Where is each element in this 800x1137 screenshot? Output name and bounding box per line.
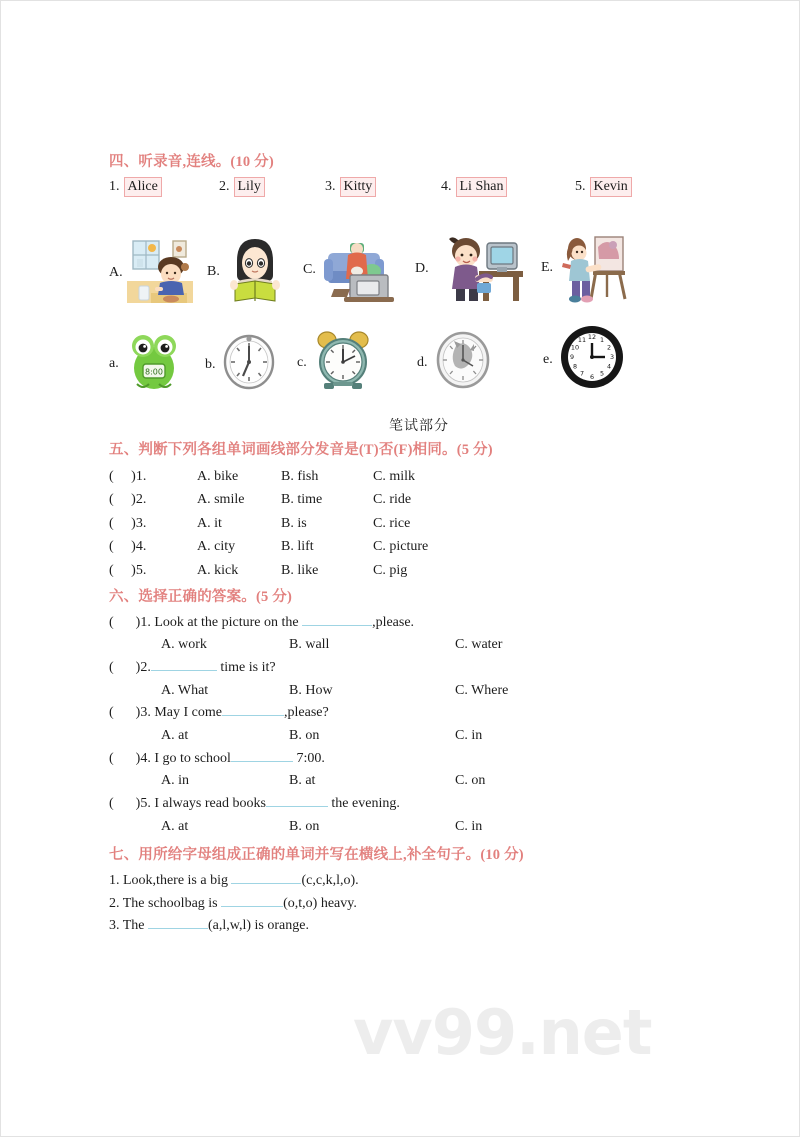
section-7-item-3 <box>109 915 729 938</box>
option-c[interactable]: C. in <box>455 728 483 744</box>
stem-after: the evening. <box>327 796 400 812</box>
picture-cell-d-lower <box>417 328 543 397</box>
picture-cell-a <box>109 237 207 308</box>
name-box-li-shan: Li Shan <box>456 177 508 198</box>
name-number-1: 1. <box>109 178 120 194</box>
name-number-4: 4. <box>441 178 452 194</box>
svg-text:8:00: 8:00 <box>144 367 163 377</box>
option-b: B. is <box>281 515 307 531</box>
picture-label-e-lower: e. <box>543 351 553 367</box>
name-item-5 <box>575 177 632 198</box>
item-number: 2. <box>109 895 120 911</box>
answer-blank[interactable] <box>266 806 328 807</box>
name-number-3: 3. <box>325 178 336 194</box>
section-6-item-1-stem <box>109 612 729 635</box>
item-marker: ( )1. <box>109 468 147 484</box>
svg-text:10: 10 <box>570 343 579 352</box>
picture-row-upper <box>109 227 729 308</box>
picture-label-b-lower: b. <box>205 356 216 372</box>
svg-text:8: 8 <box>572 362 577 371</box>
answer-blank[interactable] <box>222 715 284 716</box>
picture-label-a-lower: a. <box>109 355 119 371</box>
sentence-before: Look,there is a big <box>123 873 232 889</box>
section-6-heading: 六、选择正确的答案。(5 分) <box>109 589 293 606</box>
option-a: A. bike <box>197 468 239 484</box>
section-5-heading: 五、判断下列各组单词画线部分发音是(T)否(F)相同。(5 分) <box>109 442 493 459</box>
option-c[interactable]: C. Where <box>455 682 509 698</box>
picture-label-a: A. <box>109 264 123 280</box>
section-7-item-2 <box>109 893 729 916</box>
picture-cell-e-lower <box>543 322 627 397</box>
section-4-heading: 四、听录音,连线。(10 分) <box>109 154 274 170</box>
option-b[interactable]: B. at <box>289 773 316 789</box>
picture-label-d: D. <box>415 260 429 276</box>
stem-after: ,please? <box>284 705 329 721</box>
section-6-item-2-stem <box>109 657 729 680</box>
option-b[interactable]: B. on <box>289 818 320 834</box>
frog-clock-icon <box>123 330 185 397</box>
name-item-2 <box>219 177 325 198</box>
section-6-item-4-options <box>109 770 729 793</box>
letters-hint: (o,t,o) heavy. <box>283 895 357 911</box>
item-marker: ( )1. <box>109 614 151 630</box>
section-6-item-1-options <box>109 634 729 657</box>
item-marker: ( )3. <box>109 705 151 721</box>
name-item-1 <box>109 177 219 198</box>
svg-text:7: 7 <box>579 369 584 378</box>
picture-label-e: E. <box>541 259 554 275</box>
option-b[interactable]: B. How <box>289 682 333 698</box>
name-box-alice: Alice <box>124 177 162 198</box>
svg-text:4: 4 <box>606 362 611 371</box>
sentence-before: The <box>122 918 149 934</box>
yellow-alarm-clock-icon <box>311 328 375 397</box>
section-4-name-row <box>109 177 729 198</box>
option-a[interactable]: A. in <box>161 773 189 789</box>
option-a[interactable]: A. at <box>161 728 189 744</box>
option-b[interactable]: B. wall <box>289 637 330 653</box>
name-box-kevin: Kevin <box>590 177 632 198</box>
name-number-5: 5. <box>575 178 586 194</box>
item-marker: ( )3. <box>109 515 147 531</box>
black-wall-clock-icon <box>557 322 627 397</box>
option-b[interactable]: B. on <box>289 728 320 744</box>
section-5-item-4 <box>109 535 729 559</box>
section-6-item-3-stem <box>109 702 729 725</box>
item-marker: ( )4. <box>109 750 151 766</box>
picture-cell-b-lower <box>205 332 297 397</box>
item-marker: ( )2. <box>109 660 151 676</box>
option-c: C. pig <box>373 562 408 578</box>
option-c: C. picture <box>373 539 429 555</box>
section-6-item-3-options <box>109 725 729 748</box>
svg-text:6: 6 <box>589 373 594 382</box>
option-a: A. kick <box>197 562 239 578</box>
svg-text:1: 1 <box>599 336 604 345</box>
option-a: A. smile <box>197 492 245 508</box>
option-b: B. like <box>281 562 319 578</box>
letters-hint: (a,l,w,l) is orange. <box>208 918 309 934</box>
page-content <box>109 153 729 938</box>
item-marker: ( )5. <box>109 562 147 578</box>
option-c: C. rice <box>373 515 411 531</box>
white-wall-clock-icon <box>220 332 278 397</box>
svg-text:5: 5 <box>599 369 604 378</box>
item-number: 1. <box>109 873 120 889</box>
section-6-item-2-options <box>109 680 729 703</box>
option-b: B. time <box>281 492 323 508</box>
picture-cell-e <box>541 227 637 308</box>
section-7-items <box>109 870 729 938</box>
picture-label-b: B. <box>207 263 220 279</box>
letters-hint: (c,c,k,l,o). <box>301 873 359 889</box>
answer-blank[interactable] <box>221 906 283 907</box>
option-a: A. it <box>197 515 222 531</box>
picture-label-d-lower: d. <box>417 354 428 370</box>
option-a[interactable]: A. at <box>161 818 189 834</box>
picture-row-lower <box>109 322 729 397</box>
name-number-2: 2. <box>219 178 230 194</box>
item-marker: ( )4. <box>109 539 147 555</box>
section-5-item-5 <box>109 559 729 583</box>
svg-text:3: 3 <box>609 353 614 362</box>
picture-label-c-lower: c. <box>297 354 307 370</box>
section-5-item-1 <box>109 465 729 489</box>
option-b: B. fish <box>281 468 319 484</box>
picture-cell-b <box>207 235 303 308</box>
option-a: A. city <box>197 539 236 555</box>
svg-text:2: 2 <box>606 343 611 352</box>
written-part-title: 笔试部分 <box>389 419 449 435</box>
section-7-heading: 七、用所给字母组成正确的单词并写在横线上,补全句子。(10 分) <box>109 847 524 864</box>
answer-blank[interactable] <box>231 761 293 762</box>
answer-blank[interactable] <box>302 625 372 626</box>
answer-blank[interactable] <box>231 883 301 884</box>
picture-cell-c <box>303 231 415 308</box>
name-item-4 <box>441 177 575 198</box>
item-marker: ( )5. <box>109 796 151 812</box>
option-c: C. milk <box>373 468 416 484</box>
section-7-item-1 <box>109 870 729 893</box>
stem-before: I always read books <box>154 796 266 812</box>
stem-after: 7:00. <box>292 750 325 766</box>
stem-before: Look at the picture on the <box>154 614 303 630</box>
section-6-items <box>109 612 729 839</box>
picture-a-eating-breakfast-icon <box>127 237 193 308</box>
item-marker: ( )2. <box>109 492 147 508</box>
stem-after: ,please. <box>372 614 415 630</box>
section-5-item-3 <box>109 512 729 536</box>
picture-d-using-computer-icon <box>433 229 525 308</box>
picture-e-painting-easel-icon <box>557 227 637 308</box>
section-6-item-4-stem <box>109 748 729 771</box>
option-a[interactable]: A. What <box>161 682 209 698</box>
svg-text:9: 9 <box>569 353 574 362</box>
picture-cell-c-lower <box>297 328 417 397</box>
section-6-item-5-options <box>109 816 729 839</box>
section-5-items <box>109 465 729 583</box>
answer-blank[interactable] <box>151 670 217 671</box>
option-c[interactable]: C. in <box>455 818 483 834</box>
picture-cell-a-lower <box>109 330 205 397</box>
sentence-before: The schoolbag is <box>122 895 222 911</box>
item-number: 3. <box>109 918 120 934</box>
svg-text:11: 11 <box>577 336 586 345</box>
picture-b-reading-book-icon <box>224 235 286 308</box>
name-box-lily: Lily <box>234 177 265 198</box>
svg-text:12: 12 <box>587 333 596 342</box>
option-b: B. lift <box>281 539 314 555</box>
stem-after: time is it? <box>216 660 276 676</box>
section-5-item-2 <box>109 488 729 512</box>
option-c[interactable]: C. water <box>455 637 503 653</box>
site-watermark: vv99.net <box>353 996 652 1069</box>
stem-before: I go to school <box>154 750 231 766</box>
stem-before: May I come <box>154 705 222 721</box>
section-6-item-5-stem <box>109 793 729 816</box>
name-item-3 <box>325 177 441 198</box>
picture-cell-d <box>415 229 541 308</box>
option-a[interactable]: A. work <box>161 637 207 653</box>
cat-face-clock-icon <box>432 328 494 397</box>
name-box-kitty: Kitty <box>340 177 377 198</box>
picture-c-watching-tv-icon <box>320 231 400 308</box>
option-c[interactable]: C. on <box>455 773 486 789</box>
answer-blank[interactable] <box>148 928 208 929</box>
option-c: C. ride <box>373 492 412 508</box>
picture-label-c: C. <box>303 261 316 277</box>
